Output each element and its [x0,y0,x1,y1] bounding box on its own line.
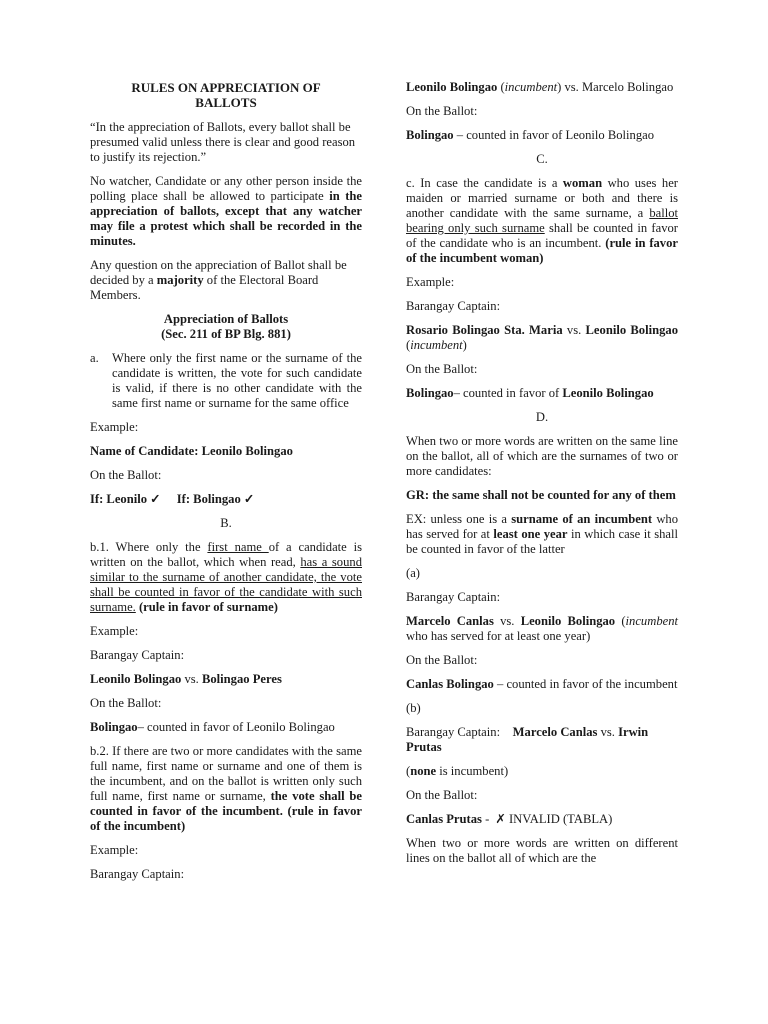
sub-example-a: (a) [406,566,420,580]
rule-a: a. Where only the first name or the surname of the candidate is written, the vote for such candidate is valid, if there is no other candidate with the same first name or surname for the same office [90,351,362,410]
example-label: Example: [90,420,139,434]
b1-candidates: Leonilo Bolingao vs. Bolingao Peres [90,672,282,686]
barangay-captain-label: Barangay Captain: [90,867,185,881]
right-column [406,80,678,875]
rule-b1: b.1. Where only the first name of a candidate is written on the ballot, which when read, has a sound similar to the surname of another candidate, the vote shall be counted in favor of the candidate with such surname. (rule in favor of surname) [90,540,362,614]
ballot-checks: If: Leonilo ✓ If: Bolingao ✓ [90,492,255,506]
c-candidates: Rosario Bolingao Sta. Maria vs. Leonilo Bolingao (incumbent) [406,323,678,352]
barangay-captain-label: Barangay Captain: [406,590,501,604]
section-c-heading: C. [536,152,548,166]
on-ballot-label: On the Ballot: [406,362,478,376]
section-d-heading: D. [535,410,549,424]
on-ballot-label: On the Ballot: [406,653,478,667]
example-label: Example: [406,275,455,289]
rule-b2: b.2. If there are two or more candidates with the same full name, first name or surname and one of them is the incumbent, and on the ballot is written only such full name, first name or surname, the vote shall be counted in favor of the incumbent. (rule in favor of the incumbent) [90,744,362,833]
rule-e-start: When two or more words are written on different lines on the ballot all of which are the [406,836,678,865]
majority-paragraph: Any question on the appreciation of Ballot shall be decided by a majority of the Electoral Board Members. [90,258,347,302]
candidate-name: Name of Candidate: Leonilo Bolingao [90,444,293,458]
barangay-captain-label: Barangay Captain: [406,299,501,313]
barangay-captain-label: Barangay Captain: [90,648,185,662]
x-mark-icon: ✗ [495,812,506,826]
db-candidates: Barangay Captain: Marcelo Canlas vs. Irwin Prutas [406,725,649,754]
none-incumbent: (none is incumbent) [406,764,509,778]
section-heading: Appreciation of Ballots (Sec. 211 of BP Blg. 881) [161,312,291,341]
on-ballot-label: On the Ballot: [406,788,478,802]
example-label: Example: [90,843,139,857]
exception: EX: unless one is a surname of an incumbent who has served for at least one year in which case it shall be counted in favor of the latter [406,512,679,556]
on-ballot-label: On the Ballot: [406,104,478,118]
b2-candidates: Leonilo Bolingao (incumbent) vs. Marcelo Bolingao [406,80,674,94]
example-label: Example: [90,624,139,638]
rule-d: When two or more words are written on the same line on the ballot, all of which are the surnames of two or more candidates: [406,434,678,478]
da-candidates: Marcelo Canlas vs. Leonilo Bolingao (incumbent who has served for at least one year) [406,614,679,643]
presumption-quote: “In the appreciation of Ballots, every ballot shall be presumed valid unless there is clear and good reason to justify its rejection.” [90,120,356,164]
sub-example-b: (b) [406,701,421,715]
document-title: RULES ON APPRECIATION OF BALLOTS [131,80,321,110]
b2-ballot: Bolingao – counted in favor of Leonilo Bolingao [406,128,654,142]
on-ballot-label: On the Ballot: [90,468,162,482]
watcher-paragraph: No watcher, Candidate or any other person inside the polling place shall be allowed to participate in the appreciation of ballots, except that any watcher may file a protest which shall be recorded in the minutes. [90,174,362,248]
on-ballot-label: On the Ballot: [90,696,162,710]
general-rule: GR: the same shall not be counted for any of them [406,488,676,502]
da-ballot: Canlas Bolingao – counted in favor of the incumbent [406,677,678,691]
c-ballot: Bolingao– counted in favor of Leonilo Bolingao [406,386,654,400]
db-ballot: Canlas Prutas - ✗ INVALID (TABLA) [406,812,613,826]
left-column [90,80,362,891]
b1-ballot: Bolingao– counted in favor of Leonilo Bolingao [90,720,335,734]
section-b-heading: B. [220,516,232,530]
rule-c: c. In case the candidate is a woman who uses her maiden or married surname or both and there is another candidate with the same surname, a ballot bearing only such surname shall be counted in favor of the candidate who is an incumbent. (rule in favor of the incumbent woman) [406,176,678,265]
